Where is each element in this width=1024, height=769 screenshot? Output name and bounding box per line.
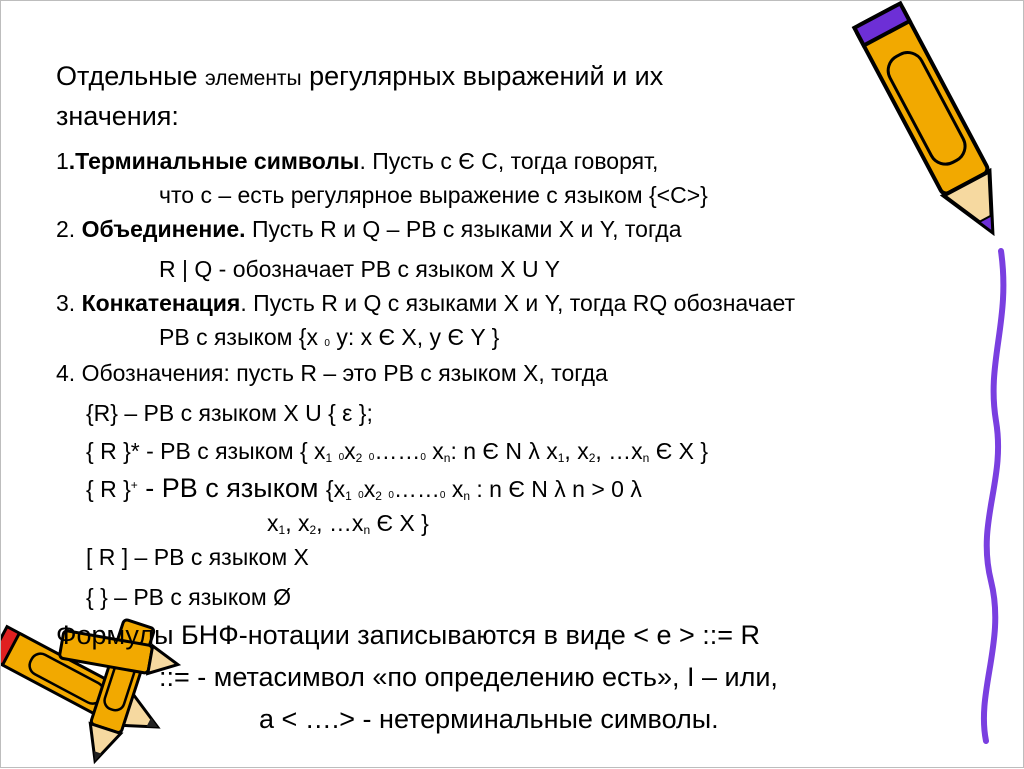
title-part-small: элементы (205, 67, 302, 90)
text: , x (285, 510, 310, 536)
rule-kleene-plus-line2 (267, 509, 429, 544)
item-number: 3. (56, 290, 82, 316)
title-part: регулярных выражений и их (301, 61, 664, 91)
text: x (344, 438, 356, 464)
item-2-heading: Объединение. (81, 216, 246, 242)
text: …… (393, 476, 440, 502)
title-part: Отдельные (56, 61, 206, 91)
rule-optional: {R} – РВ с языком X U { ε }; (86, 400, 373, 426)
text: Є X } (370, 510, 429, 536)
item-3-line (56, 289, 795, 317)
item-1-line2: что c – есть регулярное выражение с языком {<C>} (159, 182, 708, 208)
rule-empty: { } – РВ с языком Ø (86, 584, 292, 610)
text: , …x (316, 510, 364, 536)
concat-op: 0 (358, 490, 364, 501)
subscript: n (443, 451, 451, 465)
text: , …x (595, 438, 643, 464)
text: РВ с языком {x (159, 324, 325, 350)
subscript: 1 (325, 451, 333, 465)
slide-title-line2: значения: (56, 101, 179, 131)
concat-op: 0 (420, 452, 426, 463)
concat-op: 0 (338, 452, 345, 463)
subscript: n (642, 451, 650, 465)
bnf-line-1: Формулы БНФ-нотации записываются в виде < e > ::= R (56, 620, 761, 650)
text: { R } (86, 476, 131, 502)
item-2-line2: R | Q - обозначает РВ с языком X U Y (159, 256, 560, 282)
subscript: 1 (278, 523, 286, 537)
subscript: 1 (345, 489, 352, 503)
text: …… (374, 438, 421, 464)
text: x (425, 438, 444, 464)
rule-kleene-star (86, 437, 708, 472)
item-1-text: . Пусть c Є C, тогда говорят, (359, 148, 659, 174)
concat-op: 0 (439, 490, 446, 501)
item-1-heading: .Терминальные символы (68, 148, 360, 174)
superscript: + (130, 478, 138, 492)
item-4-line: 4. Обозначения: пусть R – это РВ с языком X, тогда (56, 360, 608, 386)
concat-op: 0 (324, 338, 330, 349)
item-3-line2 (159, 323, 499, 358)
subscript: 2 (588, 451, 596, 465)
text: : n Є N λ x (450, 438, 558, 464)
text: x (363, 476, 376, 502)
subscript: 2 (355, 451, 363, 465)
text-large: - РВ с языком (137, 473, 326, 503)
bnf-line-3: а < ….> - нетерминальные символы. (259, 704, 719, 734)
item-2-line (56, 215, 682, 243)
concat-op: 0 (368, 452, 375, 463)
item-number: 1 (56, 148, 69, 174)
rule-brackets: [ R ] – РВ с языком X (86, 544, 309, 570)
item-3-text: . Пусть R и Q с языками X и Y, тогда RQ обозначает (240, 290, 796, 316)
subscript: n (363, 523, 371, 537)
text: x (267, 510, 279, 536)
item-3-heading: Конкатенация (81, 290, 241, 316)
rule-kleene-plus (86, 471, 642, 510)
slide-title (56, 59, 663, 96)
subscript: 2 (309, 523, 317, 537)
subscript: n (463, 489, 471, 503)
concat-op: 0 (388, 490, 394, 501)
item-1-line (56, 147, 658, 175)
subscript: 1 (557, 451, 565, 465)
item-number: 2. (56, 216, 82, 242)
text: : n Є N λ n > 0 λ (470, 476, 642, 502)
bnf-line-2: ::= - метасимвол «по определению есть», I – или, (159, 662, 778, 692)
text: {x (325, 476, 346, 502)
text: , x (564, 438, 589, 464)
item-2-text: Пусть R и Q – РВ с языками X и Y, тогда (245, 216, 682, 242)
text: y: x Є X, y Є Y } (329, 324, 500, 350)
subscript: 2 (375, 489, 382, 503)
text: x (445, 476, 464, 502)
text: { R }* - РВ с языком { x (86, 438, 326, 464)
text: Є X } (649, 438, 709, 464)
